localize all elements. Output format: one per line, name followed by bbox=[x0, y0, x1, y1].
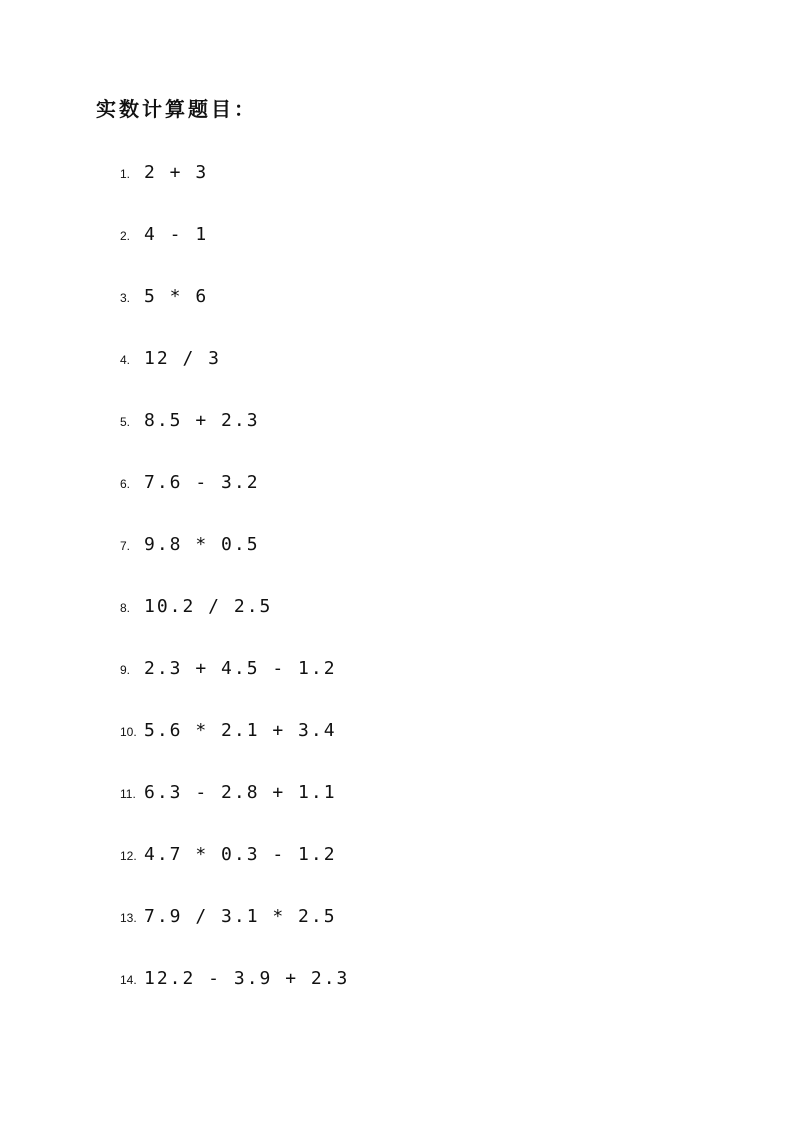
problem-number: 10. bbox=[120, 725, 137, 739]
problem-expression: 10.2 / 2.5 bbox=[144, 596, 273, 617]
list-item bbox=[120, 596, 272, 626]
problem-expression: 12 / 3 bbox=[144, 348, 222, 369]
list-item bbox=[120, 782, 337, 812]
problem-expression: 7.9 / 3.1 * 2.5 bbox=[144, 906, 337, 927]
problem-number: 12. bbox=[120, 849, 137, 863]
list-item bbox=[120, 224, 208, 254]
problem-number: 8. bbox=[120, 601, 131, 615]
problem-expression: 6.3 - 2.8 + 1.1 bbox=[144, 782, 337, 803]
problem-expression: 9.8 * 0.5 bbox=[144, 534, 260, 555]
problem-number: 3. bbox=[120, 291, 131, 305]
list-item bbox=[120, 968, 349, 998]
problem-expression: 4.7 * 0.3 - 1.2 bbox=[144, 844, 337, 865]
list-item bbox=[120, 720, 337, 750]
problem-expression: 12.2 - 3.9 + 2.3 bbox=[144, 968, 350, 989]
problem-number: 6. bbox=[120, 477, 131, 491]
problem-expression: 2.3 + 4.5 - 1.2 bbox=[144, 658, 337, 679]
problem-number: 1. bbox=[120, 167, 131, 181]
problem-expression: 4 - 1 bbox=[144, 224, 209, 245]
problem-number: 11. bbox=[120, 787, 136, 801]
document-title: 实数计算题目： bbox=[96, 97, 257, 121]
problem-number: 13. bbox=[120, 911, 137, 925]
problem-expression: 5 * 6 bbox=[144, 286, 209, 307]
list-item bbox=[120, 472, 260, 502]
problem-number: 7. bbox=[120, 539, 131, 553]
list-item bbox=[120, 844, 337, 874]
problem-number: 14. bbox=[120, 973, 137, 987]
problem-number: 2. bbox=[120, 229, 131, 243]
list-item bbox=[120, 534, 260, 564]
list-item bbox=[120, 348, 221, 378]
list-item bbox=[120, 658, 337, 688]
problem-expression: 7.6 - 3.2 bbox=[144, 472, 260, 493]
problem-expression: 8.5 + 2.3 bbox=[144, 410, 260, 431]
list-item bbox=[120, 410, 260, 440]
list-item bbox=[120, 286, 208, 316]
problem-number: 9. bbox=[120, 663, 131, 677]
list-item bbox=[120, 906, 337, 936]
problem-number: 5. bbox=[120, 415, 131, 429]
problem-number: 4. bbox=[120, 353, 131, 367]
problem-expression: 5.6 * 2.1 + 3.4 bbox=[144, 720, 337, 741]
list-item bbox=[120, 162, 208, 192]
problem-expression: 2 + 3 bbox=[144, 162, 209, 183]
